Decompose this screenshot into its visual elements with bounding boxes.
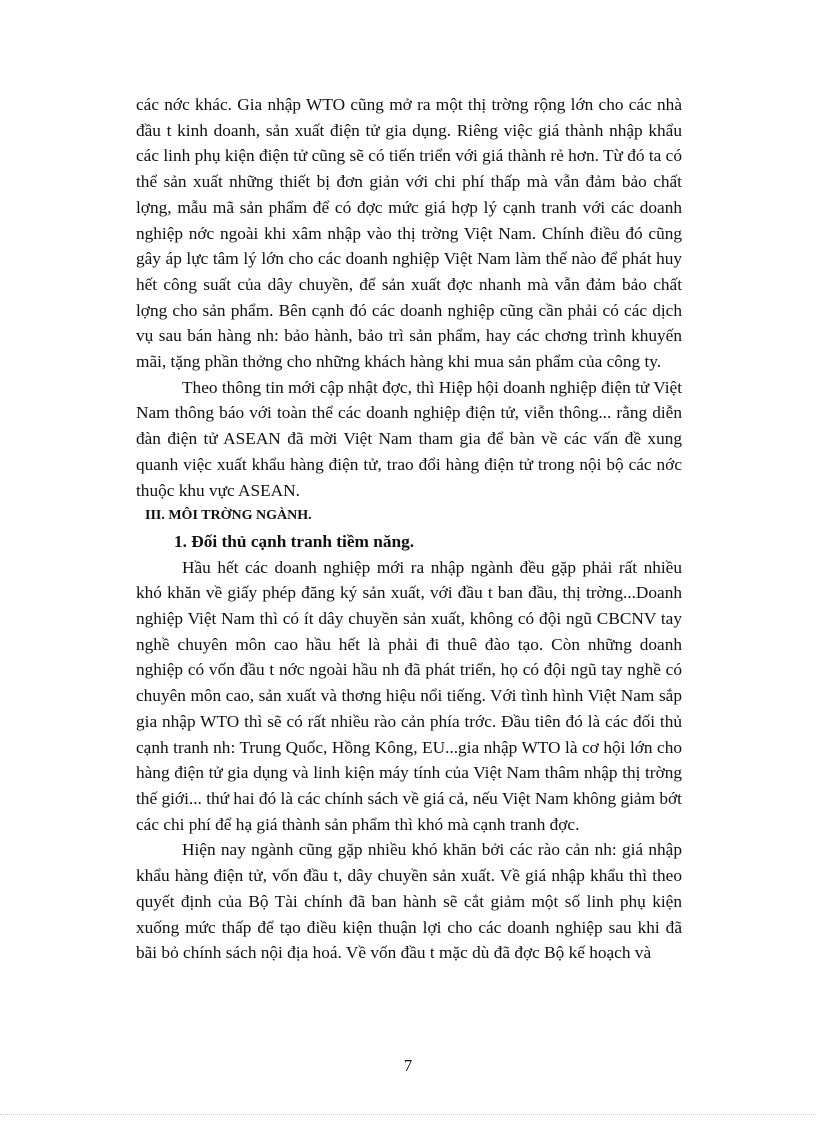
- paragraph-3: Hầu hết các doanh nghiệp mới ra nhập ngành đều gặp phải rất nhiều khó khăn về giấy phép đăng ký sản xuất, với đầu t ban đầu, thị trờng...Doanh nghiệp Việt Nam thì có ít dây chuyền sản xuất, không có đội ngũ CBCNV tay nghề chuyên môn cao hầu hết là phải đi thuê đào tạo. Còn những doanh nghiệp có vốn đầu t nớc ngoài hầu nh đã phát triển, họ có đội ngũ tay nghề có chuyên môn cao, sản xuất và thơng hiệu nổi tiếng. Với tình hình Việt Nam sắp gia nhập WTO thì sẽ có rất nhiều rào cản phía trớc. Đầu tiên đó là các đối thủ cạnh tranh nh: Trung Quốc, Hồng Kông, EU...gia nhập WTO là cơ hội lớn cho hàng điện tử gia dụng và linh kiện máy tính của Việt Nam thâm nhập thị trờng thế giới... thứ hai đó là các chính sách về giá cả, nếu Việt Nam không giảm bớt các chi phí để hạ giá thành sản phẩm thì khó mà cạnh tranh đợc.: [136, 557, 682, 834]
- paragraph-2: Theo thông tin mới cập nhật đợc, thì Hiệp hội doanh nghiệp điện tử Việt Nam thông báo với toàn thể các doanh nghiệp điện tử, viễn thông... rằng diễn đàn điện tử ASEAN đã mời Việt Nam tham gia để bàn về các vấn đề xung quanh việc xuất khẩu hàng điện tử, trao đổi hàng điện tử trong nội bộ các nớc thuộc khu vực ASEAN.: [136, 377, 682, 500]
- section-heading: III. MÔI TRỜNG NGÀNH.: [145, 508, 312, 524]
- paragraph-4: Hiện nay ngành cũng gặp nhiều khó khăn bởi các rào cản nh: giá nhập khẩu hàng điện tử, vốn đầu t, dây chuyền sản xuất. Về giá nhập khẩu thì theo quyết định của Bộ Tài chính đã ban hành sẽ cắt giảm một số linh phụ kiện xuống mức thấp để tạo điều kiện thuận lợi cho các doanh nghiệp sau khi đã bãi bỏ chính sách nội địa hoá. Về vốn đầu t mặc dù đã đợc Bộ kế hoạch và: [136, 840, 682, 963]
- body-text: [136, 92, 682, 966]
- paragraph-1: các nớc khác. Gia nhập WTO cũng mở ra một thị trờng rộng lớn cho các nhà đầu t kinh doanh, sản xuất điện tử gia dụng. Riêng việc giá thành nhập khẩu các linh phụ kiện điện tử cũng sẽ có tiến triển với giá thành rẻ hơn. Từ đó ta có thể sản xuất những thiết bị đơn giản với chi phí thấp mà vẫn đảm bảo chất lợng, mẫu mã sản phẩm để có đợc mức giá hợp lý cạnh tranh với các doanh nghiệp nớc ngoài khi xâm nhập vào thị trờng Việt Nam. Chính điều đó cũng gây áp lực tâm lý lớn cho các doanh nghiệp Việt Nam làm thế nào để phát huy hết công suất của dây chuyền, để sản xuất đợc nhanh mà vẫn đảm bảo chất lợng cho sản phẩm. Bên cạnh đó các doanh nghiệp cũng cần phải có các dịch vụ sau bán hàng nh: bảo hành, bảo trì sản phẩm, hay các chơng trình khuyến mãi, tặng phần thởng cho những khách hàng khi mua sản phẩm của công ty.: [136, 95, 682, 372]
- subsection-heading: 1. Đối thủ cạnh tranh tiềm năng.: [174, 531, 415, 551]
- page-number: 7: [403, 1056, 413, 1075]
- page-bottom-divider: [0, 1114, 816, 1115]
